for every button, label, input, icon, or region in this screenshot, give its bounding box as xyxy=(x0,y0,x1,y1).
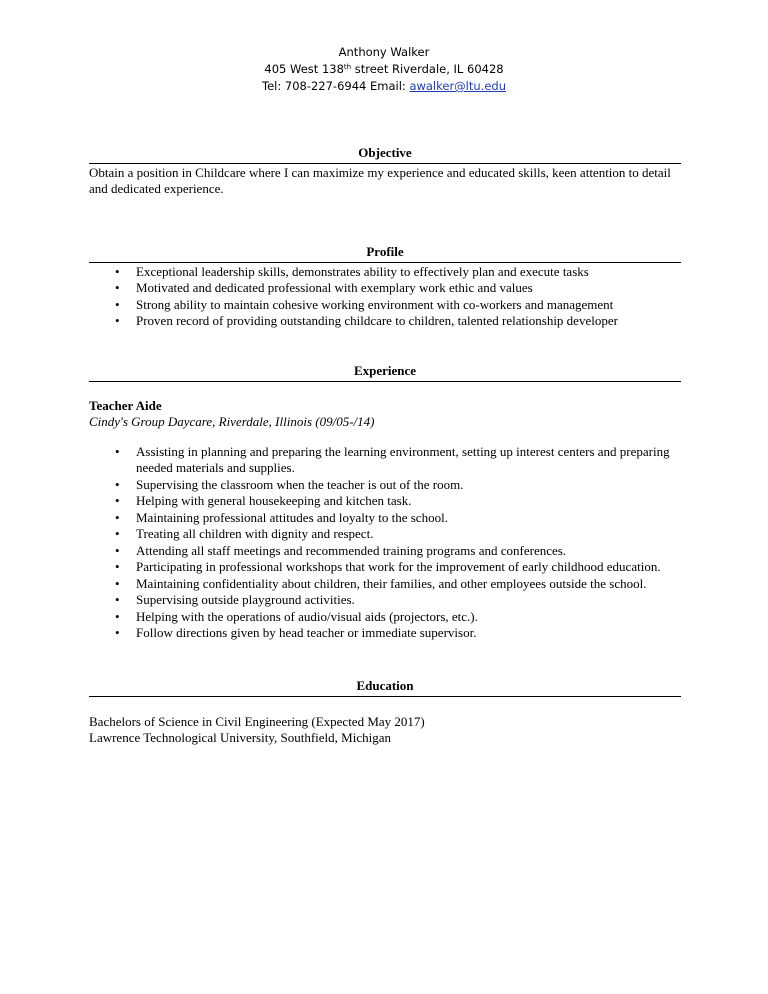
bullet-icon: • xyxy=(115,608,120,624)
job-employer: Cindy's Group Daycare, Riverdale, Illinois (09/05-/14) xyxy=(89,414,375,429)
email-link[interactable]: awalker@ltu.edu xyxy=(409,79,506,93)
experience-item-text: Supervising outside playground activities. xyxy=(136,592,355,607)
experience-item-text: Helping with general housekeeping and kitchen task. xyxy=(136,493,412,508)
profile-section xyxy=(89,244,681,330)
experience-item-text: Supervising the classroom when the teacher is out of the room. xyxy=(136,476,464,492)
list-item xyxy=(89,526,681,543)
address-prefix: 405 West 138 xyxy=(264,62,344,76)
experience-item-text: Assisting in planning and preparing the learning environment, setting up interest centers and preparing needed materials and supplies. xyxy=(136,443,670,475)
list-item xyxy=(89,477,681,494)
experience-item-text: Helping with the operations of audio/visual aids (projectors, etc.). xyxy=(136,608,478,624)
bullet-icon: • xyxy=(115,559,120,574)
experience-list xyxy=(89,444,681,642)
experience-item-text: Maintaining confidentiality about children, their families, and other employees outside the school. xyxy=(136,575,647,591)
profile-list xyxy=(89,264,681,330)
education-school: Lawrence Technological University, Southfield, Michigan xyxy=(89,730,391,745)
bullet-icon: • xyxy=(115,493,120,508)
list-item xyxy=(89,576,681,593)
objective-heading: Objective xyxy=(89,145,681,164)
objective-text: Obtain a position in Childcare where I can maximize my experience and educated skills, keen attention to detail and dedicated experience. xyxy=(89,164,671,196)
experience-section xyxy=(89,363,681,642)
bullet-icon: • xyxy=(115,313,120,328)
bullet-icon: • xyxy=(115,592,120,607)
list-item xyxy=(89,493,681,510)
list-item xyxy=(89,444,681,477)
experience-item-text: Participating in professional workshops that work for the improvement of early childhood education. xyxy=(136,559,661,574)
profile-heading: Profile xyxy=(89,244,681,263)
bullet-icon: • xyxy=(115,542,120,558)
list-item xyxy=(89,543,681,560)
bullet-icon: • xyxy=(115,526,120,541)
list-item xyxy=(89,297,681,314)
list-item xyxy=(89,264,681,281)
contact-phone: Tel: 708-227-6944 Email: xyxy=(262,79,410,93)
bullet-icon: • xyxy=(115,296,120,312)
experience-item-text: Treating all children with dignity and respect. xyxy=(136,526,374,541)
bullet-icon: • xyxy=(115,263,120,279)
profile-item-text: Proven record of providing outstanding childcare to children, talented relationship developer xyxy=(136,313,618,328)
profile-item-text: Motivated and dedicated professional with exemplary work ethic and values xyxy=(136,280,533,295)
list-item xyxy=(89,625,681,642)
education-heading: Education xyxy=(89,678,681,697)
profile-item-text: Exceptional leadership skills, demonstrates ability to effectively plan and execute tasks xyxy=(136,263,589,279)
applicant-address xyxy=(0,61,768,78)
list-item xyxy=(89,510,681,527)
applicant-name: Anthony Walker xyxy=(338,45,430,59)
bullet-icon: • xyxy=(115,280,120,295)
experience-item-text: Attending all staff meetings and recommended training programs and conferences. xyxy=(136,542,567,558)
job-title: Teacher Aide xyxy=(89,397,162,413)
education-section xyxy=(89,678,681,747)
list-item xyxy=(89,280,681,297)
list-item xyxy=(89,592,681,609)
address-ordinal: th xyxy=(343,63,352,71)
address-suffix: street Riverdale, IL 60428 xyxy=(351,62,504,76)
list-item xyxy=(89,559,681,576)
bullet-icon: • xyxy=(115,443,120,459)
profile-item-text: Strong ability to maintain cohesive working environment with co-workers and management xyxy=(136,296,614,312)
bullet-icon: • xyxy=(115,625,120,640)
bullet-icon: • xyxy=(115,575,120,591)
experience-heading: Experience xyxy=(89,363,681,382)
experience-item-text: Follow directions given by head teacher or immediate supervisor. xyxy=(136,625,477,640)
experience-item-text: Maintaining professional attitudes and loyalty to the school. xyxy=(136,509,448,525)
list-item xyxy=(89,609,681,626)
bullet-icon: • xyxy=(115,476,120,492)
bullet-icon: • xyxy=(115,509,120,525)
resume-header xyxy=(0,44,768,95)
applicant-contact xyxy=(0,78,768,95)
education-degree: Bachelors of Science in Civil Engineering (Expected May 2017) xyxy=(89,713,425,729)
list-item xyxy=(89,313,681,330)
objective-section xyxy=(89,145,681,198)
